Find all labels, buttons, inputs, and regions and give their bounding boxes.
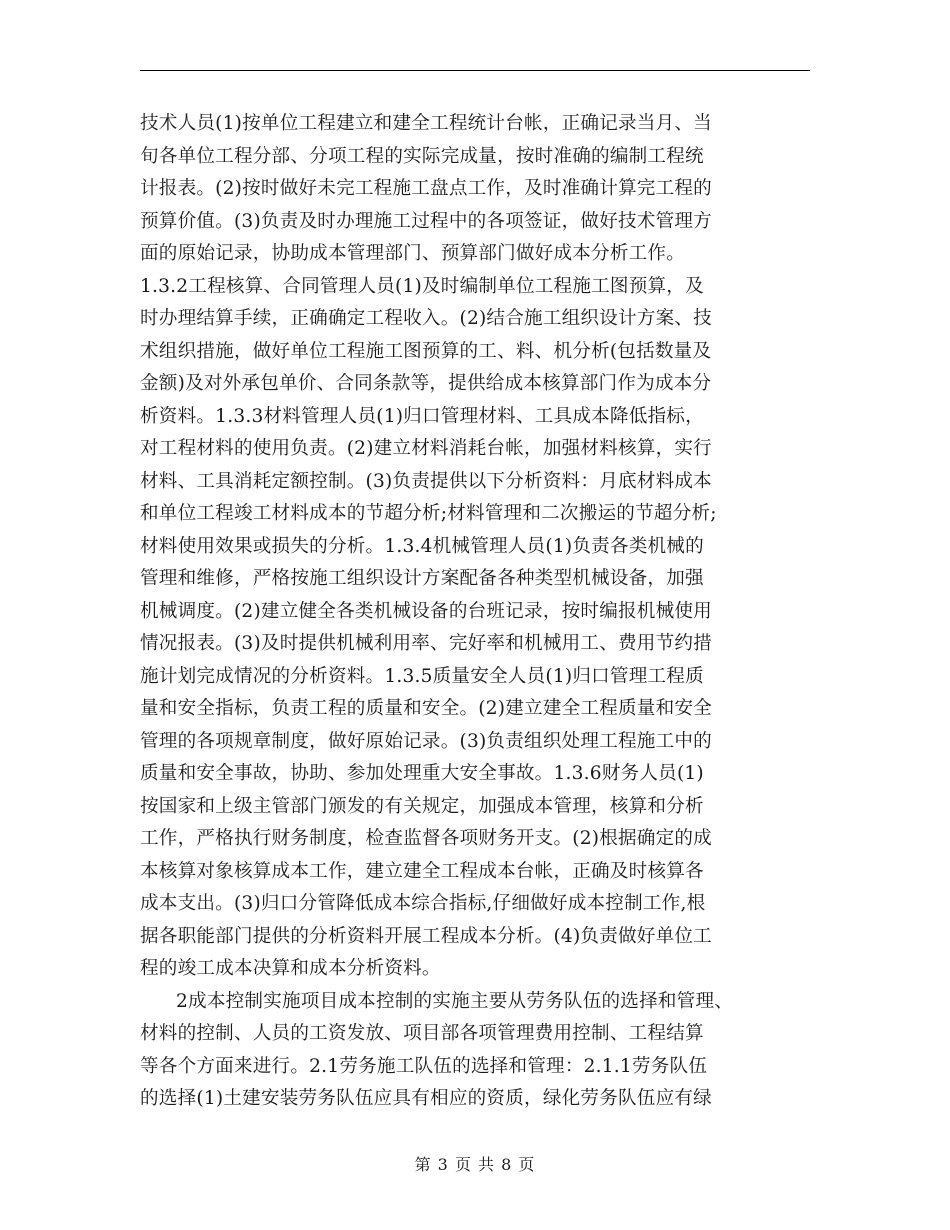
text-line: 按国家和上级主管部门颁发的有关规定，加强成本管理，核算和分析 [140, 795, 704, 817]
text-line: 工作，严格执行财务制度，检查监督各项财务开支。(2)根据确定的成 [140, 828, 712, 849]
text-line: 1.3.2工程核算、合同管理人员(1)及时编制单位工程施工图预算，及 [140, 275, 704, 297]
text-line: 管理和维修，严格按施工组织设计方案配备各种类型机械设备，加强 [140, 568, 704, 589]
text-line: 情况报表。(3)及时提供机械利用率、完好率和机械用工、费用节约措 [140, 633, 712, 654]
text-line: 计报表。(2)按时做好未完工程施工盘点工作，及时准确计算完工程的 [140, 178, 712, 199]
text-line: 据各职能部门提供的分析资料开展工程成本分析。(4)负责做好单位工 [140, 925, 712, 947]
text-line: 管理的各项规章制度，做好原始记录。(3)负责组织处理工程施工中的 [140, 730, 712, 752]
page-footer: 第 3 页 共 8 页 [414, 1155, 536, 1174]
text-line: 等各个方面来进行。2.1劳务施工队伍的选择和管理：2.1.1劳务队伍 [140, 1055, 708, 1077]
text-line: 2成本控制实施项目成本控制的实施主要从劳务队伍的选择和管理、 [176, 990, 734, 1012]
text-line: 术组织措施，做好单位工程施工图预算的工、料、机分析(包括数量及 [140, 340, 712, 362]
text-line: 程的竣工成本决算和成本分析资料。 [140, 958, 441, 979]
text-line: 施计划完成情况的分析资料。1.3.5质量安全人员(1)归口管理工程质 [140, 665, 704, 687]
text-line: 析资料。1.3.3材料管理人员(1)归口管理材料、工具成本降低指标， [140, 405, 704, 427]
text-line: 材料、工具消耗定额控制。(3)负责提供以下分析资料：月底材料成本 [140, 470, 712, 492]
text-line: 的选择(1)土建安装劳务队伍应具有相应的资质，绿化劳务队伍应有绿 [140, 1088, 712, 1109]
text-line: 机械调度。(2)建立健全各类机械设备的台班记录，按时编报机械使用 [140, 600, 712, 622]
text-line: 本核算对象核算成本工作，建立建全工程成本台帐，正确及时核算各 [140, 860, 704, 882]
text-line: 预算价值。(3)负责及时办理施工过程中的各项签证，做好技术管理方 [140, 210, 712, 232]
text-line: 和单位工程竣工材料成本的节超分析;材料管理和二次搬运的节超分析; [140, 503, 717, 524]
text-line: 材料使用效果或损失的分析。1.3.4机械管理人员(1)负责各类机械的 [140, 535, 704, 557]
text-line: 金额)及对外承包单价、合同条款等，提供给成本核算部门作为成本分 [140, 373, 712, 394]
text-line: 成本支出。(3)归口分管降低成本综合指标,仔细做好成本控制工作,根 [140, 893, 706, 914]
text-line: 量和安全指标，负责工程的质量和安全。(2)建立建全工程质量和安全 [140, 698, 712, 719]
header-rule [140, 70, 810, 71]
text-line: 对工程材料的使用负责。(2)建立材料消耗台帐，加强材料核算，实行 [140, 438, 712, 459]
text-line: 时办理结算手续，正确确定工程收入。(2)结合施工组织设计方案、技 [140, 308, 712, 329]
text-line: 面的原始记录，协助成本管理部门、预算部门做好成本分析工作。 [140, 243, 686, 264]
text-line: 技术人员(1)按单位工程建立和建全工程统计台帐，正确记录当月、当 [140, 113, 712, 134]
text-line: 旬各单位工程分部、分项工程的实际完成量，按时准确的编制工程统 [140, 145, 704, 167]
document-body [140, 108, 815, 1116]
text-line: 材料的控制、人员的工资发放、项目部各项管理费用控制、工程结算 [140, 1023, 704, 1044]
text-line: 质量和安全事故，协助、参加处理重大安全事故。1.3.6财务人员(1) [140, 763, 704, 784]
